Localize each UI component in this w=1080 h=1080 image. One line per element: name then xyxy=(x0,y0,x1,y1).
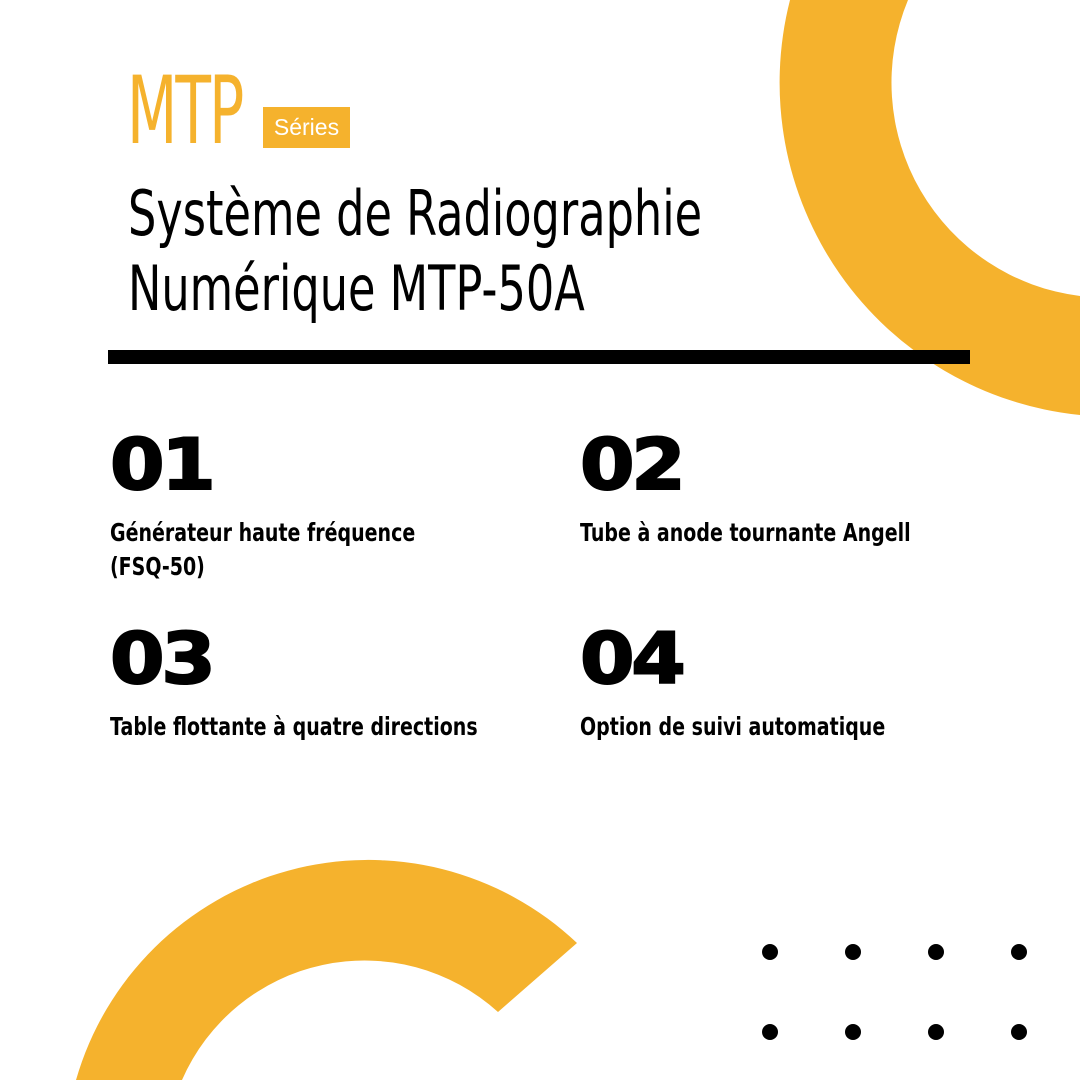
feature-item-02 xyxy=(580,424,1015,550)
feature-label-line-2: (FSQ-50) xyxy=(110,552,205,581)
title-line-1: Système de Radiographie xyxy=(128,177,703,250)
title-line-2: Numérique MTP-50A xyxy=(128,252,585,325)
feature-label xyxy=(580,710,885,744)
dot xyxy=(1011,1024,1027,1040)
brand-name: MTP xyxy=(127,57,243,166)
feature-number: 02 xyxy=(580,424,683,506)
feature-label-line-1: Table flottante à quatre directions xyxy=(110,712,478,741)
dot xyxy=(1011,944,1027,960)
dot xyxy=(928,1024,944,1040)
dot xyxy=(762,1024,778,1040)
dot xyxy=(845,944,861,960)
feature-number: 01 xyxy=(110,424,213,506)
feature-label-line-1: Option de suivi automatique xyxy=(580,712,886,741)
feature-label xyxy=(110,710,478,744)
dot xyxy=(762,944,778,960)
feature-item-03 xyxy=(110,618,594,744)
feature-item-01 xyxy=(110,424,512,584)
feature-item-04 xyxy=(580,618,982,744)
dot xyxy=(928,944,944,960)
title-divider xyxy=(108,350,970,364)
feature-label xyxy=(110,516,415,584)
feature-label-line-1: Tube à anode tournante Angell xyxy=(580,518,911,547)
series-badge: Séries xyxy=(263,107,350,148)
feature-number: 04 xyxy=(580,618,683,700)
feature-label-line-1: Générateur haute fréquence xyxy=(110,518,416,547)
page-title xyxy=(128,176,702,326)
feature-label xyxy=(580,516,911,550)
bottom-left-ring-arc xyxy=(76,860,577,1080)
dot xyxy=(845,1024,861,1040)
feature-number: 03 xyxy=(110,618,213,700)
dot-grid xyxy=(762,944,1027,1040)
